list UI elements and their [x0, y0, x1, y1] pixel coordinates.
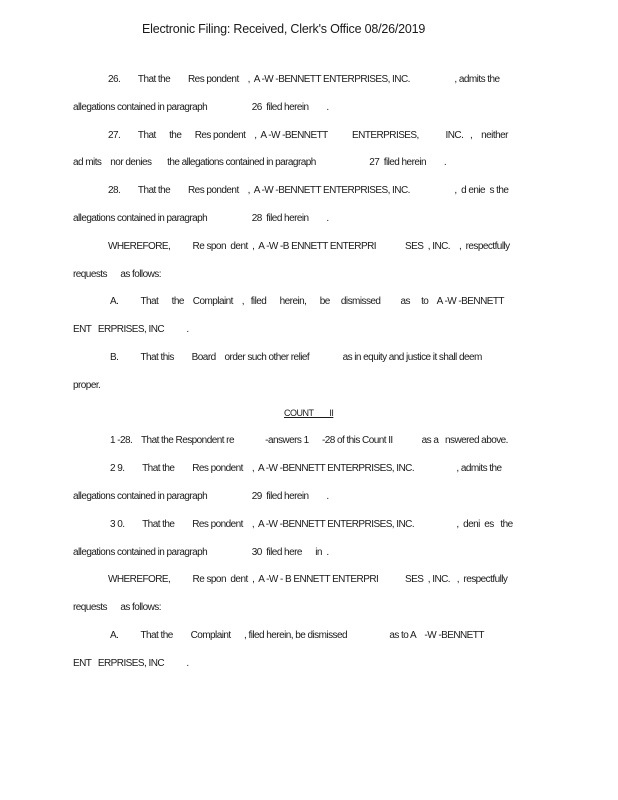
paragraph-26-line-2: allegations contained in paragraph 26 filed herein .: [73, 102, 329, 113]
reanswer-paragraph: 1 -28. That the Respondent re -answers 1 -28 of this Count II as a nswered above.: [110, 435, 508, 446]
request-a-line-1: A. That the Complaint , filed herein, be dismissed as to A -W -BENNETT: [110, 296, 504, 307]
paragraph-29-line-2: allegations contained in paragraph 29 filed herein .: [73, 491, 329, 502]
paragraph-30-line-1: 3 0. That the Res pondent , A -W -BENNETT ENTERPRISES, INC. , deni es the: [110, 519, 513, 530]
paragraph-27-line-2: ad mits nor denies the allegations contained in paragraph 27 filed herein .: [73, 157, 447, 168]
wherefore-2-line-2: requests as follows:: [73, 602, 161, 613]
request-a-2-line-1: A. That the Complaint , filed herein, be dismissed as to A -W -BENNETT: [110, 630, 484, 641]
filing-stamp-header: Electronic Filing: Received, Clerk's Office 08/26/2019: [142, 22, 426, 36]
paragraph-29-line-1: 2 9. That the Res pondent , A -W -BENNETT ENTERPRISES, INC. , admits the: [110, 463, 502, 474]
request-a-2-line-2: ENT ERPRISES, INC .: [73, 658, 189, 669]
paragraph-26-line-1: 26. That the Res pondent , A -W -BENNETT ENTERPRISES, INC. , admits the: [108, 74, 500, 85]
wherefore-line-2: requests as follows:: [73, 269, 161, 280]
request-a-line-2: ENT ERPRISES, INC .: [73, 324, 189, 335]
request-b-line-1: B. That this Board order such other relief as in equity and justice it shall deem: [110, 352, 482, 363]
request-b-line-2: proper.: [73, 380, 101, 391]
paragraph-30-line-2: allegations contained in paragraph 30 filed here in .: [73, 547, 329, 558]
paragraph-27-line-1: 27. That the Res pondent , A -W -BENNETT ENTERPRISES, INC. , neither: [108, 130, 508, 141]
wherefore-2-line-1: WHEREFORE, Re spon dent , A -W - B ENNETT ENTERPRI SES , INC. , respectfully: [108, 574, 508, 585]
paragraph-28-line-2: allegations contained in paragraph 28 filed herein .: [73, 213, 329, 224]
count-ii-heading: COUNT II: [284, 408, 334, 418]
wherefore-line-1: WHEREFORE, Re spon dent , A -W -B ENNETT ENTERPRI SES , INC. , respectfully: [108, 241, 510, 252]
paragraph-28-line-1: 28. That the Res pondent , A -W -BENNETT ENTERPRISES, INC. , d enie s the: [108, 185, 509, 196]
